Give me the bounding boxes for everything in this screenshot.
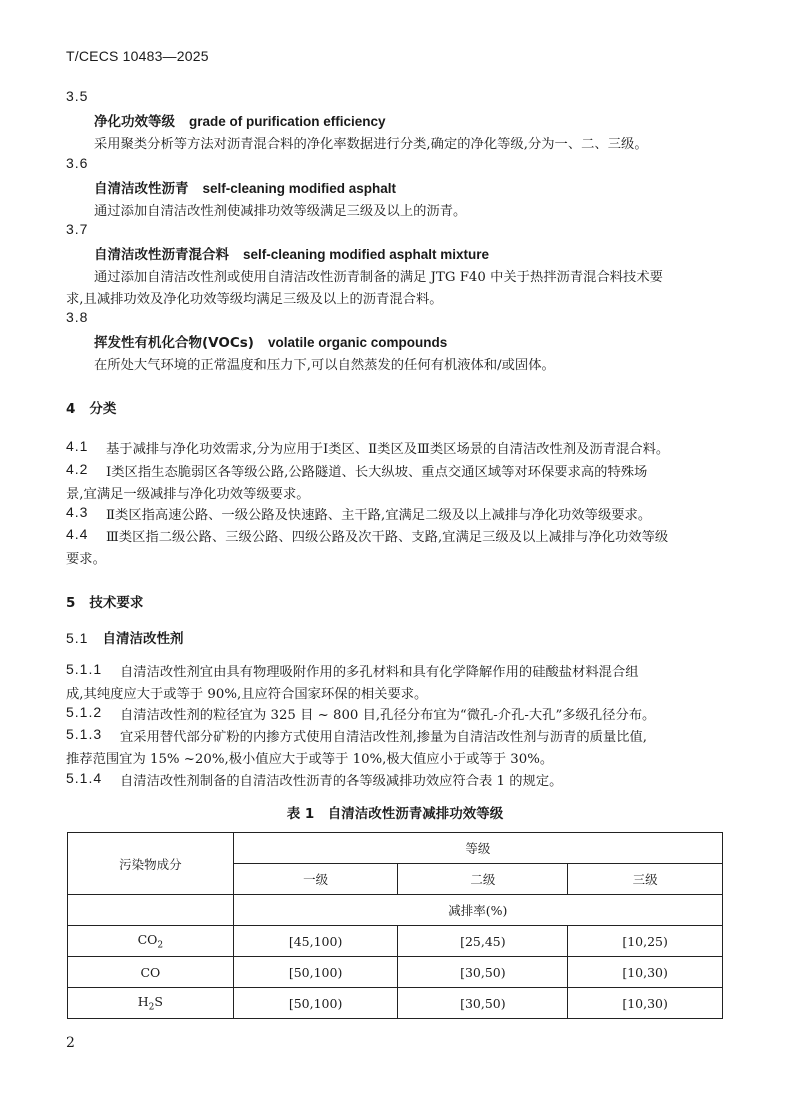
section-heading [66,591,143,611]
term-definition-cont: 求,且减排功效及净化功效等级均满足三级及以上的沥青混合料。 [66,292,443,307]
term-definition: 在所处大气环境的正常温度和压力下,可以自然蒸发的任何有机液体和/或固体。 [94,358,555,373]
term-title [94,331,447,351]
pollutant-name: $H_2S$ [68,988,234,1019]
clause-number: 5.1.1 [66,661,103,677]
term-number: 3.7 [66,221,89,237]
clause-number: 4.1 [66,438,89,454]
grade-header: 等级 [233,833,722,864]
emission-reduction-table [67,832,723,1019]
table-cell: [30,50) [398,957,568,988]
table-cell: [30,50) [398,988,568,1019]
clause-number: 4.3 [66,504,89,520]
table-cell: [10,25) [568,926,723,957]
table-caption: 表 1 自清洁改性沥青减排功效等级 [286,806,504,822]
clause-text: Ⅱ类区指高速公路、一级公路及快速路、主干路,宜满足二级及以上减排与净化功效等级要求。 [106,508,652,523]
section-number: 5 [66,595,76,611]
term-en: volatile organic compounds [267,335,448,350]
term-cn: 自清洁改性沥青混合料 [94,247,229,263]
subsection-title: 自清洁改性剂 [102,631,184,647]
clause-number: 5.1.2 [66,704,103,720]
table-cell: [50,100) [233,988,398,1019]
clause-text: 宜采用替代部分矿粉的内掺方式使用自清洁改性剂,掺量为自清洁改性剂与沥青的质量比值, [120,730,648,745]
clause-text: Ⅰ类区指生态脆弱区各等级公路,公路隧道、长大纵坡、重点交通区域等对环保要求高的特殊场 [106,465,648,480]
clause-text: 自清洁改性剂的粒径宜为 325 目 ~ 800 目,孔径分布宜为“微孔-介孔-大孔”多级孔径分布。 [120,708,656,723]
clause-text-cont: 成,其纯度应大于或等于 90%,且应符合国家环保的相关要求。 [66,687,428,702]
section-title: 分类 [89,401,117,417]
table-cell: [10,30) [568,988,723,1019]
term-number: 3.8 [66,309,89,325]
table-row [68,957,723,988]
section-heading [66,397,116,417]
term-en: grade of purification efficiency [189,114,386,129]
table-cell: [10,30) [568,957,723,988]
clause-text: 基于减排与净化功效需求,分为应用于Ⅰ类区、Ⅱ类区及Ⅲ类区场景的自清洁改性剂及沥青混合料。 [106,442,670,457]
table-cell: [25,45) [398,926,568,957]
subsection-number: 5.1 [66,630,89,646]
grade-3-header: 三级 [568,864,723,895]
section-number: 4 [66,401,76,417]
term-title [94,243,489,263]
section-title: 技术要求 [89,595,144,611]
table-row [68,988,723,1019]
term-definition: 采用聚类分析等方法对沥青混合料的净化率数据进行分类,确定的净化等级,分为一、二、三级。 [94,137,648,152]
clause-number: 5.1.4 [66,770,103,786]
subsection-heading [66,627,183,647]
term-number: 3.6 [66,155,89,171]
clause-text-cont: 推荐范围宜为 15% ~20%,极小值应大于或等于 10%,极大值应小于或等于 30%。 [66,752,554,767]
clause-text: 自清洁改性剂制备的自清洁改性沥青的各等级减排功效应符合表 1 的规定。 [120,774,563,789]
pollutant-header: 污染物成分 [68,833,234,895]
term-en: self-cleaning modified asphalt [202,181,397,196]
clause-text-cont: 景,宜满足一级减排与净化功效等级要求。 [66,487,310,502]
term-title [94,177,396,197]
clause-text: 自清洁改性剂宜由具有物理吸附作用的多孔材料和具有化学降解作用的硅酸盐材料混合组 [120,665,639,680]
term-number: 3.5 [66,88,89,104]
term-en: self-cleaning modified asphalt mixture [243,247,490,262]
pollutant-name: $CO_2$ [68,926,234,957]
grade-2-header: 二级 [398,864,568,895]
term-title [94,110,386,130]
term-cn: 自清洁改性沥青 [94,181,189,197]
rate-header: 减排率(%) [233,895,722,926]
term-definition: 通过添加自清洁改性剂使减排功效等级满足三级及以上的沥青。 [94,204,467,219]
table-cell: [50,100) [233,957,398,988]
table-cell: [45,100) [233,926,398,957]
pollutant-name: CO [68,957,234,988]
empty-cell [68,895,234,926]
clause-text-cont: 要求。 [66,552,106,567]
clause-text: Ⅲ类区指二级公路、三级公路、四级公路及次干路、支路,宜满足三级及以上减排与净化功效等级 [106,530,669,545]
page-number: 2 [66,1035,75,1051]
clause-number: 4.4 [66,526,89,542]
clause-number: 5.1.3 [66,726,103,742]
table-row [68,926,723,957]
grade-1-header: 一级 [233,864,398,895]
clause-number: 4.2 [66,461,89,477]
term-definition: 通过添加自清洁改性剂或使用自清洁改性沥青制备的满足 JTG F40 中关于热拌沥青混合料技术要 [94,270,663,285]
document-header: T/CECS 10483—2025 [66,48,209,64]
term-cn: 挥发性有机化合物(VOCs) [94,335,254,351]
term-cn: 净化功效等级 [94,114,175,130]
